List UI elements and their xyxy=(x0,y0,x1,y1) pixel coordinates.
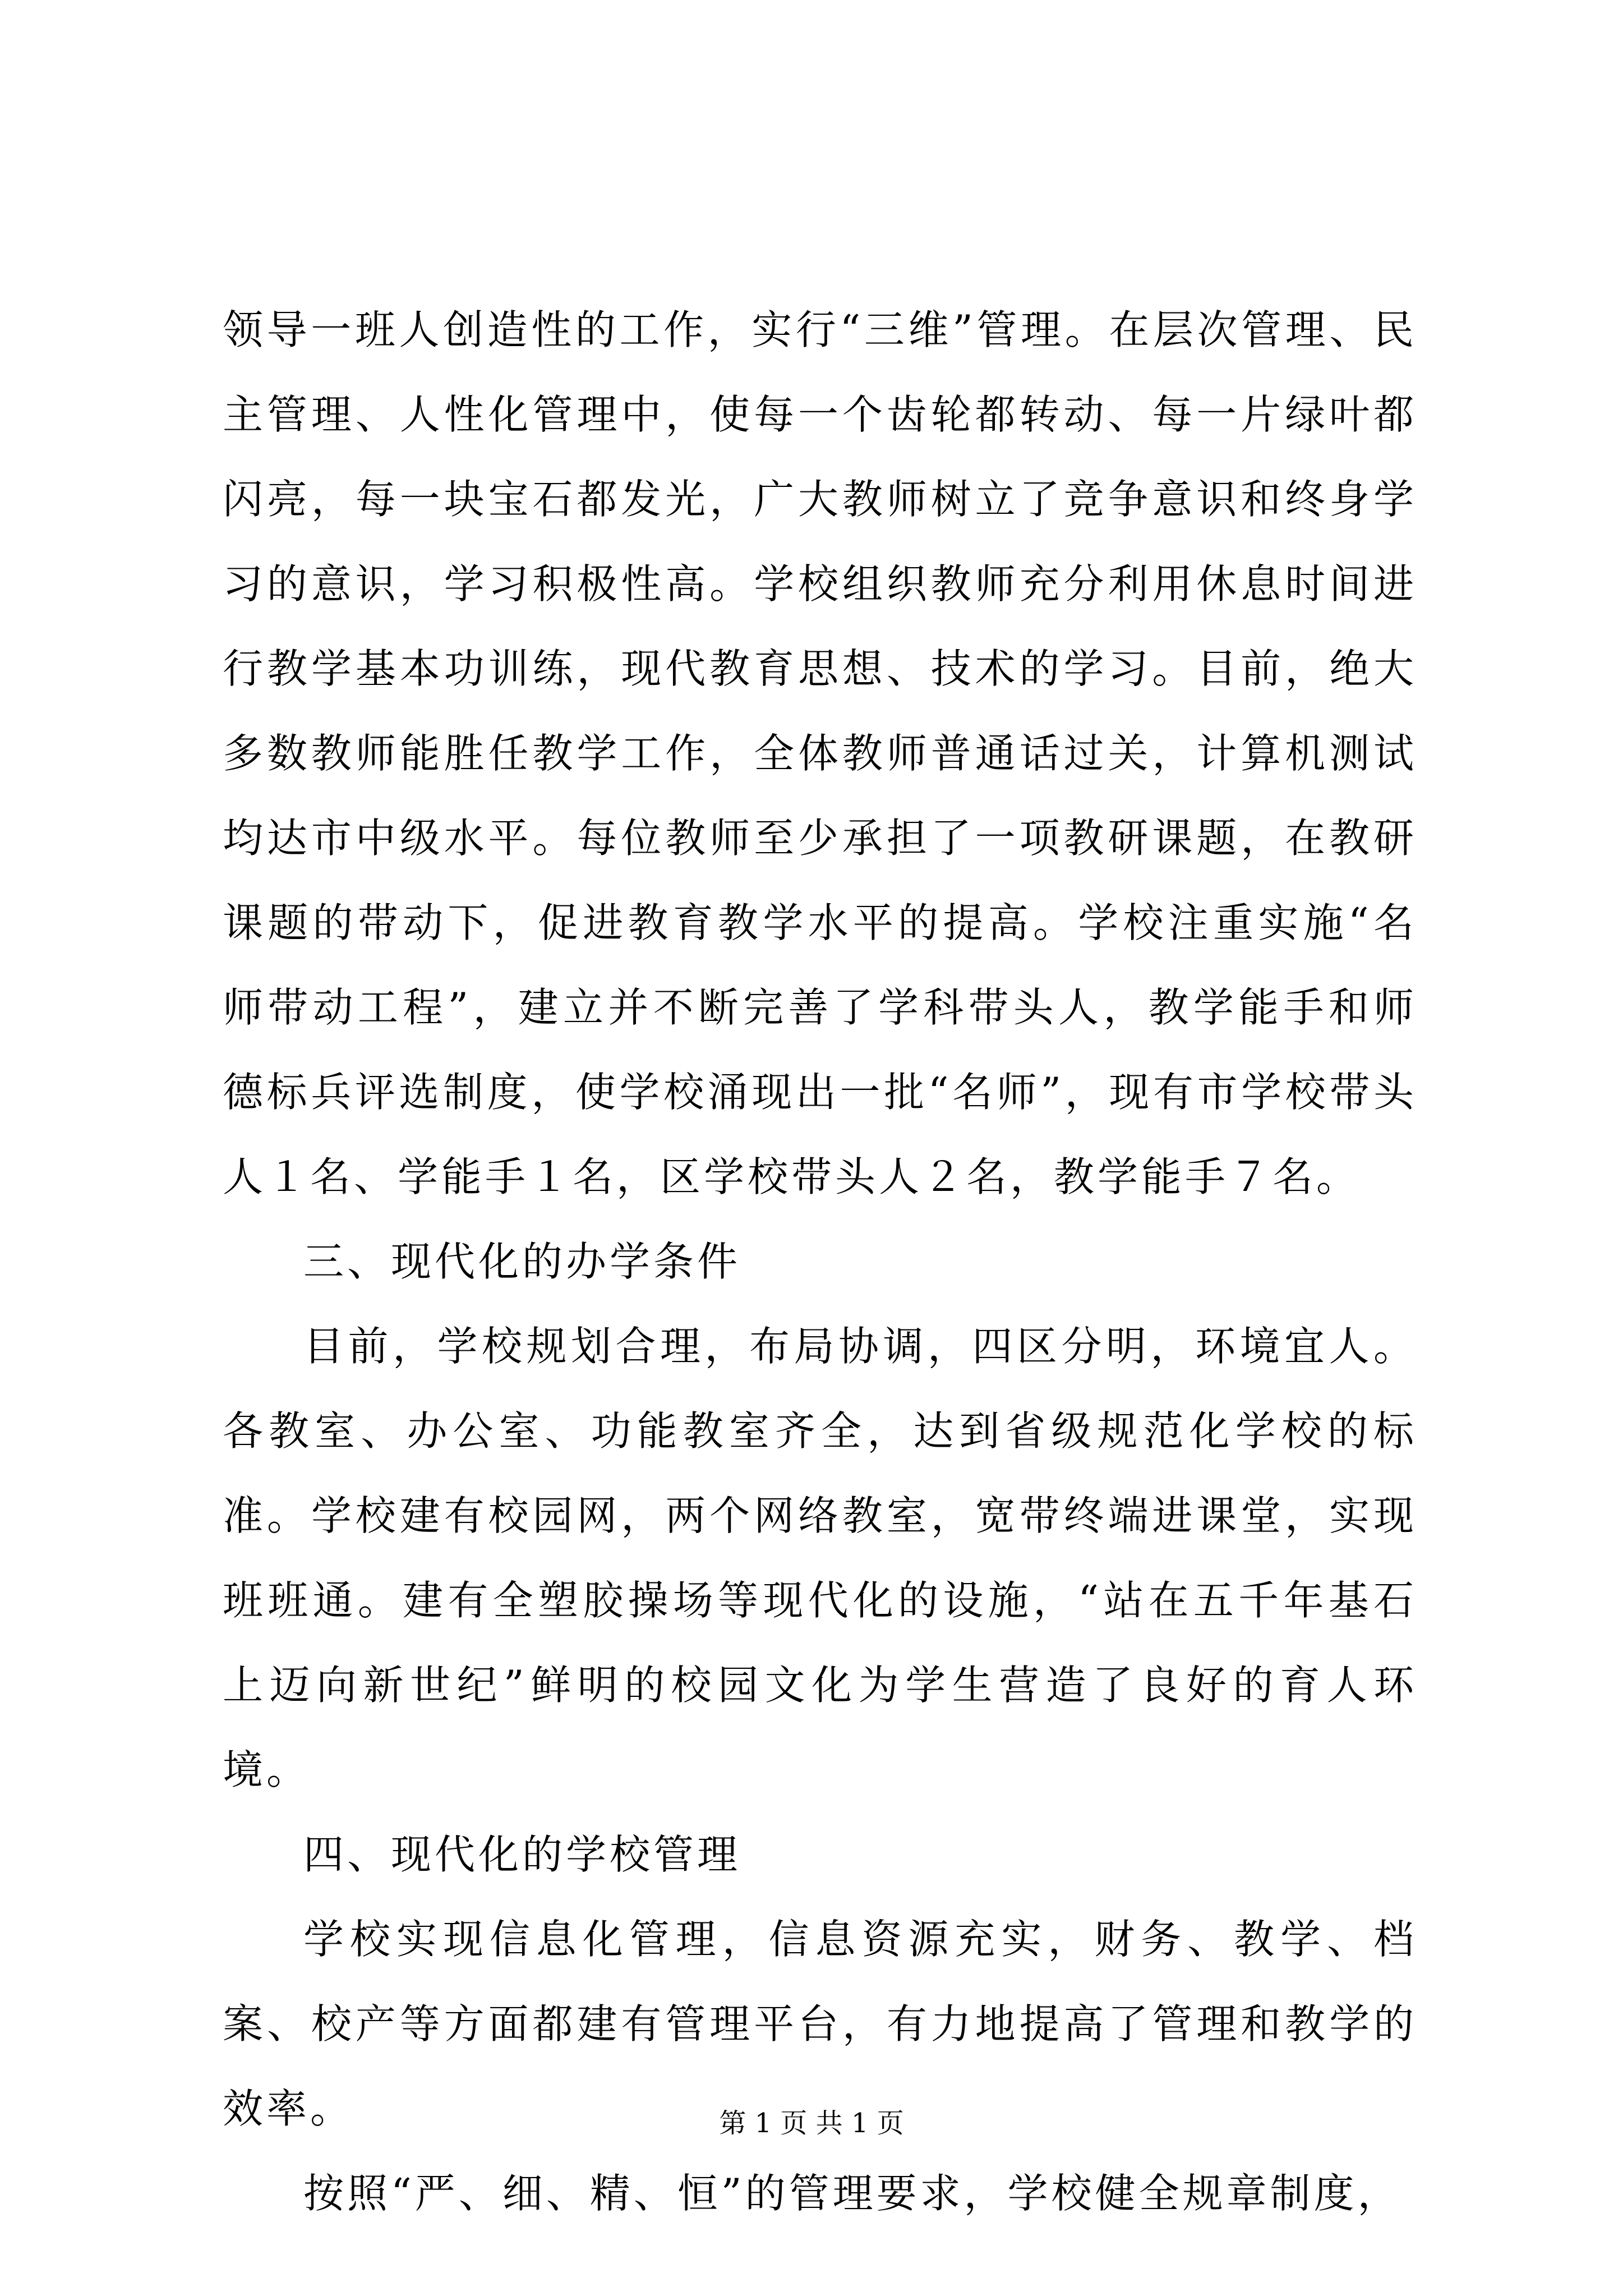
heading-section-four: 四、现代化的学校管理 xyxy=(303,1831,741,1878)
heading-section-three: 三、现代化的办学条件 xyxy=(303,1238,741,1285)
paragraph-teacher-team: 领导一班人创造性的工作，实行“三维”管理。在层次管理、民主管理、人性化管理中，使每一个齿轮都转动、每一片绿叶都闪亮，每一块宝石都发光，广大教师树立了竞争意识和终身学习的意识，学习积极性高。学校组织教师充分利用休息时间进行教学基本功训练，现代教育思想、技术的学习。目前，绝大多数教师能胜任教学工作，全体教师普通话过关，计算机测试均达市中级水平。每位教师至少承担了一项教研课题，在教研课题的带动下，促进教育教学水平的提高。学校注重实施“名师带动工程”，建立并不断完善了学科带头人，教学能手和师德标兵评选制度，使学校涌现出一批“名师”，现有市学校带头人１名、学能手１名，区学校带头人２名，教学能手７名。 xyxy=(223,306,1417,1200)
paragraph-management-requirements: 按照“严、细、精、恒”的管理要求，学校健全规章制度， xyxy=(303,2170,1401,2217)
page-footer: 第 1 页 共 1 页 xyxy=(719,2108,904,2139)
paragraph-information-management: 学校实现信息化管理，信息资源充实，财务、教学、档案、校产等方面都建有管理平台，有力地提高了管理和教学的效率。 xyxy=(223,1916,1417,2132)
document-body xyxy=(223,288,1417,2236)
paragraph-facilities: 目前，学校规划合理，布局协调，四区分明，环境宜人。各教室、办公室、功能教室齐全，达到省级规范化学校的标准。学校建有校园网，两个网络教室，宽带终端进课堂，实现班班通。建有全塑胶操场等现代化的设施，“站在五千年基石上迈向新世纪”鲜明的校园文化为学生营造了良好的育人环境。 xyxy=(223,1323,1417,1793)
